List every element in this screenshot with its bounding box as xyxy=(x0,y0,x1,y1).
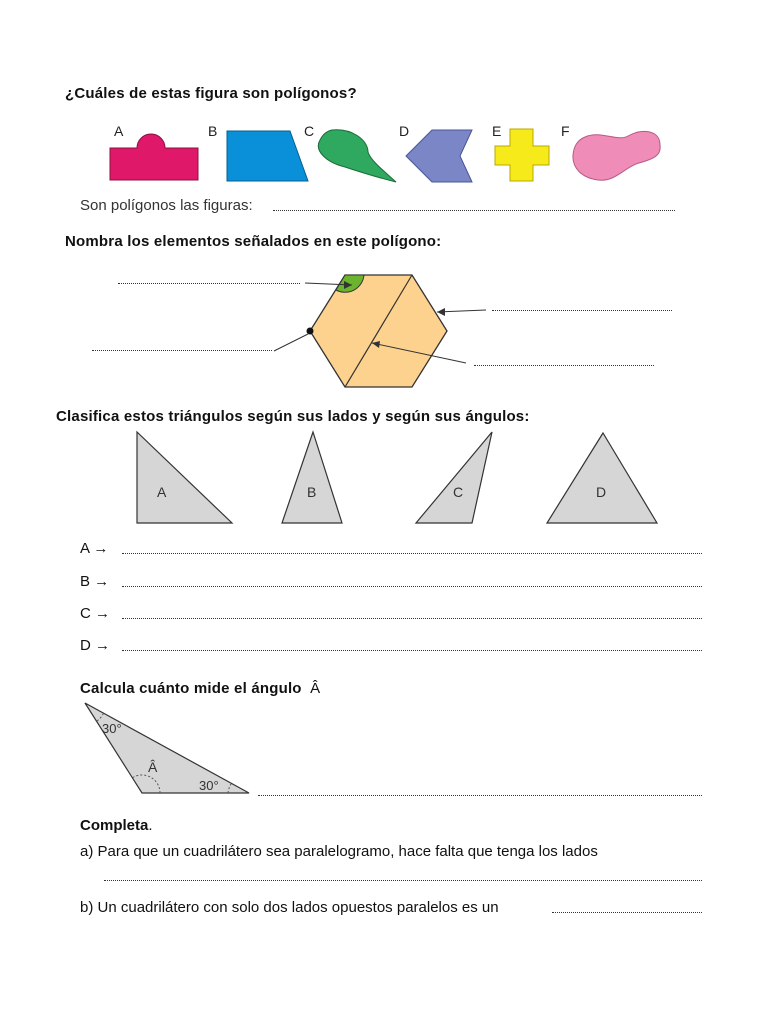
angle-answer-line[interactable] xyxy=(258,795,702,796)
figure-label-c: C xyxy=(304,123,315,139)
angle-a-mark: Â xyxy=(148,759,158,775)
triangle-label-b: B xyxy=(307,484,317,500)
question-elements: Nombra los elementos señalados en este polígono: xyxy=(65,233,442,250)
triangle-row-a-label: A → xyxy=(80,540,109,557)
complete-item-a-line[interactable] xyxy=(104,880,702,881)
polygons-answer-prompt: Son polígonos las figuras: xyxy=(80,197,253,214)
question-triangles: Clasifica estos triángulos según sus lados y según sus ángulos: xyxy=(56,408,530,425)
figure-label-d: D xyxy=(399,123,410,139)
angle-bottom-label: 30° xyxy=(199,778,219,793)
angle-symbol: Â xyxy=(310,680,321,697)
angle-triangle-shape xyxy=(85,703,249,793)
complete-item-a: a) Para que un cuadrilátero sea paralelogramo, hace falta que tenga los lados xyxy=(80,843,598,860)
triangle-row-b-label: B → xyxy=(80,573,110,590)
triangle-label-c: C xyxy=(453,484,464,500)
triangle-label-d: D xyxy=(596,484,607,500)
triangle-label-a: A xyxy=(157,484,167,500)
figure-label-a: A xyxy=(114,123,124,139)
complete-title: Completa xyxy=(80,817,149,834)
figure-label-f: F xyxy=(561,123,570,139)
figure-label-e: E xyxy=(492,123,502,139)
complete-item-b: b) Un cuadrilátero con solo dos lados opuestos paralelos es un xyxy=(80,899,499,916)
triangle-row-d-label: D → xyxy=(80,637,110,654)
angle-top-label: 30° xyxy=(102,721,122,736)
question-polygons: ¿Cuáles de estas figura son polígonos? xyxy=(65,85,357,102)
triangle-row-c-label: C → xyxy=(80,605,110,622)
complete-heading xyxy=(80,817,153,834)
complete-title-suffix: . xyxy=(148,817,153,834)
complete-item-b-line[interactable] xyxy=(552,912,702,913)
figure-label-b: B xyxy=(208,123,218,139)
question-angle-text: Calcula cuánto mide el ángulo xyxy=(80,680,302,697)
